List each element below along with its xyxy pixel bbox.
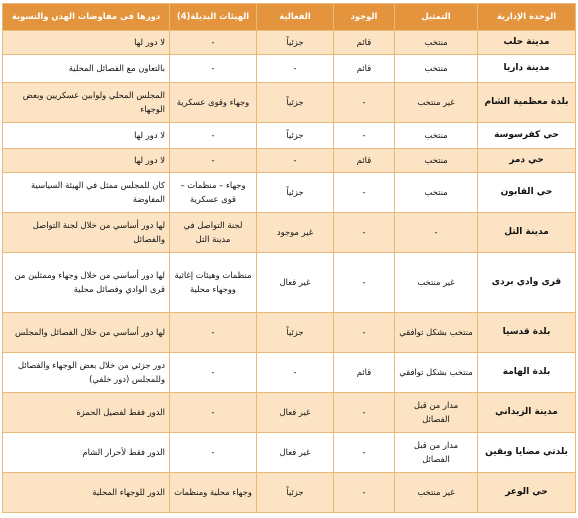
header-representation: التمثيل (395, 4, 478, 31)
table-row (3, 173, 576, 213)
cell-alt-bodies: - (170, 313, 257, 353)
header-role: دورها في مفاوضات الهدن والتسوية (3, 4, 170, 31)
cell-presence: قائم (334, 149, 395, 173)
cell-alt-bodies: - (170, 31, 257, 55)
cell-presence: - (334, 313, 395, 353)
cell-alt-bodies: - (170, 55, 257, 83)
cell-effectiveness: جزئياً (257, 31, 334, 55)
cell-representation: منتخب (395, 31, 478, 55)
cell-alt-bodies: - (170, 433, 257, 473)
cell-unit: بلدة معظمية الشام (478, 83, 576, 123)
cell-effectiveness: جزئياً (257, 83, 334, 123)
cell-effectiveness: جزئياً (257, 173, 334, 213)
table-row (3, 433, 576, 473)
cell-role: الدور فقط لفصيل الحمزة (3, 393, 170, 433)
header-presence: الوجود (334, 4, 395, 31)
cell-alt-bodies: وجهاء وقوى عسكرية (170, 83, 257, 123)
cell-unit: بلدة قدسيا (478, 313, 576, 353)
cell-role: الدور فقط لأحرار الشام (3, 433, 170, 473)
header-alt-bodies: الهيئات البديلة(4) (170, 4, 257, 31)
table-row (3, 313, 576, 353)
cell-presence: قائم (334, 55, 395, 83)
table-row (3, 393, 576, 433)
cell-effectiveness: غير فعال (257, 393, 334, 433)
cell-representation: منتخب بشكل توافقي (395, 313, 478, 353)
table-row (3, 55, 576, 83)
cell-alt-bodies: وجهاء محلية ومنظمات (170, 473, 257, 513)
cell-unit: قرى وادي بردى (478, 253, 576, 313)
table-row (3, 353, 576, 393)
cell-effectiveness: جزئياً (257, 313, 334, 353)
cell-role: لا دور لها (3, 31, 170, 55)
cell-role: كان للمجلس ممثل في الهيئة السياسية المفاوضة (3, 173, 170, 213)
cell-unit: مدينة الزبداني (478, 393, 576, 433)
cell-alt-bodies: - (170, 393, 257, 433)
table-row (3, 473, 576, 513)
cell-unit: حي كفرسوسة (478, 123, 576, 149)
cell-unit: مدينة حلب (478, 31, 576, 55)
table-row (3, 253, 576, 313)
cell-representation: - (395, 213, 478, 253)
cell-unit: حي الوعر (478, 473, 576, 513)
cell-effectiveness: - (257, 55, 334, 83)
cell-role: لها دور أساسي من خلال لجنة التواصل والفصائل (3, 213, 170, 253)
cell-unit: حي دمر (478, 149, 576, 173)
table-row (3, 213, 576, 253)
cell-effectiveness: غير فعال (257, 433, 334, 473)
cell-effectiveness: جزئياً (257, 473, 334, 513)
cell-alt-bodies: - (170, 149, 257, 173)
cell-effectiveness: جزئياً (257, 123, 334, 149)
table-row (3, 83, 576, 123)
cell-presence: - (334, 213, 395, 253)
cell-effectiveness: - (257, 149, 334, 173)
local-councils-table (2, 3, 576, 513)
cell-effectiveness: - (257, 353, 334, 393)
cell-representation: غير منتخب (395, 83, 478, 123)
cell-representation: منتخب (395, 173, 478, 213)
cell-presence: - (334, 83, 395, 123)
header-unit: الوحدة الإدارية (478, 4, 576, 31)
cell-representation: منتخب (395, 123, 478, 149)
header-effectiveness: الفعالية (257, 4, 334, 31)
header-row (3, 4, 576, 31)
cell-representation: منتخب (395, 55, 478, 83)
cell-presence: قائم (334, 353, 395, 393)
cell-alt-bodies: - (170, 353, 257, 393)
cell-presence: - (334, 173, 395, 213)
cell-unit: بلدتي مضايا وبقين (478, 433, 576, 473)
table-row (3, 31, 576, 55)
cell-representation: غير منتخب (395, 253, 478, 313)
cell-unit: مدينة التل (478, 213, 576, 253)
cell-effectiveness: غير موجود (257, 213, 334, 253)
cell-presence: - (334, 473, 395, 513)
cell-representation: مدار من قبل الفصائل (395, 433, 478, 473)
cell-role: لها دور أساسي من خلال وجهاء وممثلين من قرى الوادي وفصائل محلية (3, 253, 170, 313)
cell-role: بالتعاون مع الفصائل المحلية (3, 55, 170, 83)
cell-alt-bodies: منظمات وهيئات إغاثية ووجهاء محلية (170, 253, 257, 313)
cell-presence: - (334, 123, 395, 149)
table-row (3, 149, 576, 173)
cell-role: المجلس المحلي ولوابين عسكريين وبعض الوجهاء (3, 83, 170, 123)
cell-alt-bodies: وجهاء – منظمات – قوى عسكرية (170, 173, 257, 213)
cell-unit: حي القابون (478, 173, 576, 213)
cell-representation: مدار من قبل الفصائل (395, 393, 478, 433)
cell-role: الدور للوجهاء المحلية (3, 473, 170, 513)
cell-representation: منتخب (395, 149, 478, 173)
cell-unit: بلدة الهامة (478, 353, 576, 393)
cell-representation: منتخب بشكل توافقي (395, 353, 478, 393)
cell-alt-bodies: لجنة التواصل في مدينة التل (170, 213, 257, 253)
cell-alt-bodies: - (170, 123, 257, 149)
cell-role: دور جزئي من خلال بعض الوجهاء والفصائل وللمجلس (دور خلفي) (3, 353, 170, 393)
cell-presence: - (334, 253, 395, 313)
cell-unit: مدينة داريا (478, 55, 576, 83)
cell-representation: غير منتخب (395, 473, 478, 513)
cell-presence: - (334, 393, 395, 433)
cell-role: لا دور لها (3, 123, 170, 149)
cell-presence: - (334, 433, 395, 473)
cell-role: لها دور أساسي من خلال الفصائل والمجلس (3, 313, 170, 353)
cell-presence: قائم (334, 31, 395, 55)
table-container (2, 3, 575, 513)
cell-role: لا دور لها (3, 149, 170, 173)
cell-effectiveness: غير فعال (257, 253, 334, 313)
table-row (3, 123, 576, 149)
